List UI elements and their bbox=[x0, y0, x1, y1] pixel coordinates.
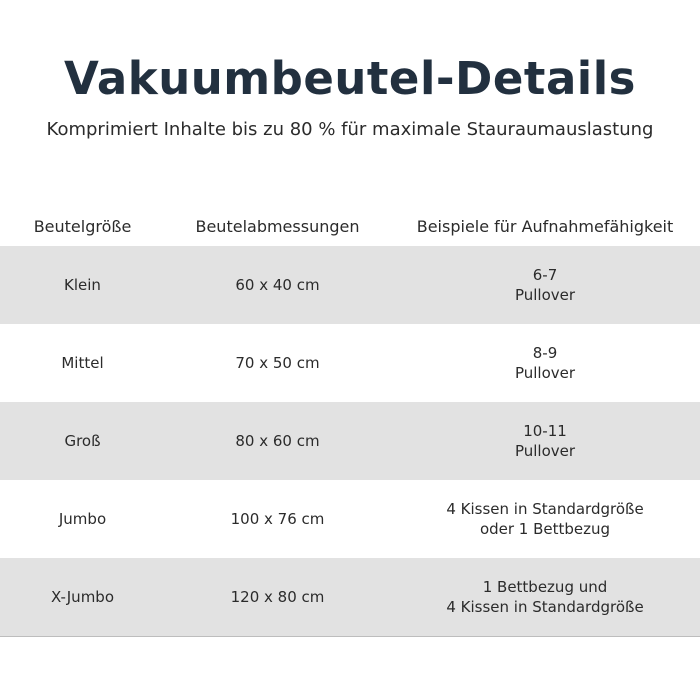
capacity-line: 8-9 bbox=[532, 344, 558, 362]
cell-dimensions: 60 x 40 cm bbox=[235, 276, 320, 294]
cell-size: X-Jumbo bbox=[50, 588, 115, 606]
cell-dimensions: 120 x 80 cm bbox=[230, 588, 325, 606]
cell-dimensions: 100 x 76 cm bbox=[230, 510, 325, 528]
capacity-line: 4 Kissen in Standardgröße bbox=[446, 500, 644, 518]
cell-capacity bbox=[390, 265, 700, 305]
table-row bbox=[0, 324, 700, 402]
page-title: Vakuumbeutel-Details bbox=[64, 52, 636, 105]
capacity-line: 1 Bettbezug und bbox=[482, 578, 608, 596]
table-row bbox=[0, 480, 700, 558]
capacity-line: oder 1 Bettbezug bbox=[479, 520, 611, 538]
header-bag-dimensions: Beutelabmessungen bbox=[195, 216, 360, 236]
page-subtitle: Komprimiert Inhalte bis zu 80 % für maximale Stauraumauslastung bbox=[46, 119, 654, 140]
capacity-line: 6-7 bbox=[532, 266, 558, 284]
cell-capacity bbox=[390, 499, 700, 539]
cell-capacity bbox=[390, 421, 700, 461]
capacity-line: 4 Kissen in Standardgröße bbox=[446, 598, 644, 616]
capacity-line: Pullover bbox=[514, 286, 576, 304]
cell-capacity bbox=[390, 343, 700, 383]
table-row bbox=[0, 246, 700, 324]
header-bag-size: Beutelgröße bbox=[33, 216, 132, 236]
cell-size: Mittel bbox=[61, 354, 104, 372]
table-row bbox=[0, 558, 700, 637]
capacity-line: Pullover bbox=[514, 364, 576, 382]
cell-size: Groß bbox=[64, 432, 101, 450]
cell-dimensions: 70 x 50 cm bbox=[235, 354, 320, 372]
cell-capacity bbox=[390, 577, 700, 617]
capacity-line: 10-11 bbox=[523, 422, 567, 440]
header-capacity-examples: Beispiele für Aufnahmefähigkeit bbox=[416, 216, 674, 236]
table-header-row bbox=[0, 204, 700, 246]
cell-dimensions: 80 x 60 cm bbox=[235, 432, 320, 450]
table-row bbox=[0, 402, 700, 480]
bag-details-table bbox=[0, 204, 700, 637]
cell-size: Jumbo bbox=[58, 510, 107, 528]
capacity-line: Pullover bbox=[514, 442, 576, 460]
cell-size: Klein bbox=[64, 276, 101, 294]
